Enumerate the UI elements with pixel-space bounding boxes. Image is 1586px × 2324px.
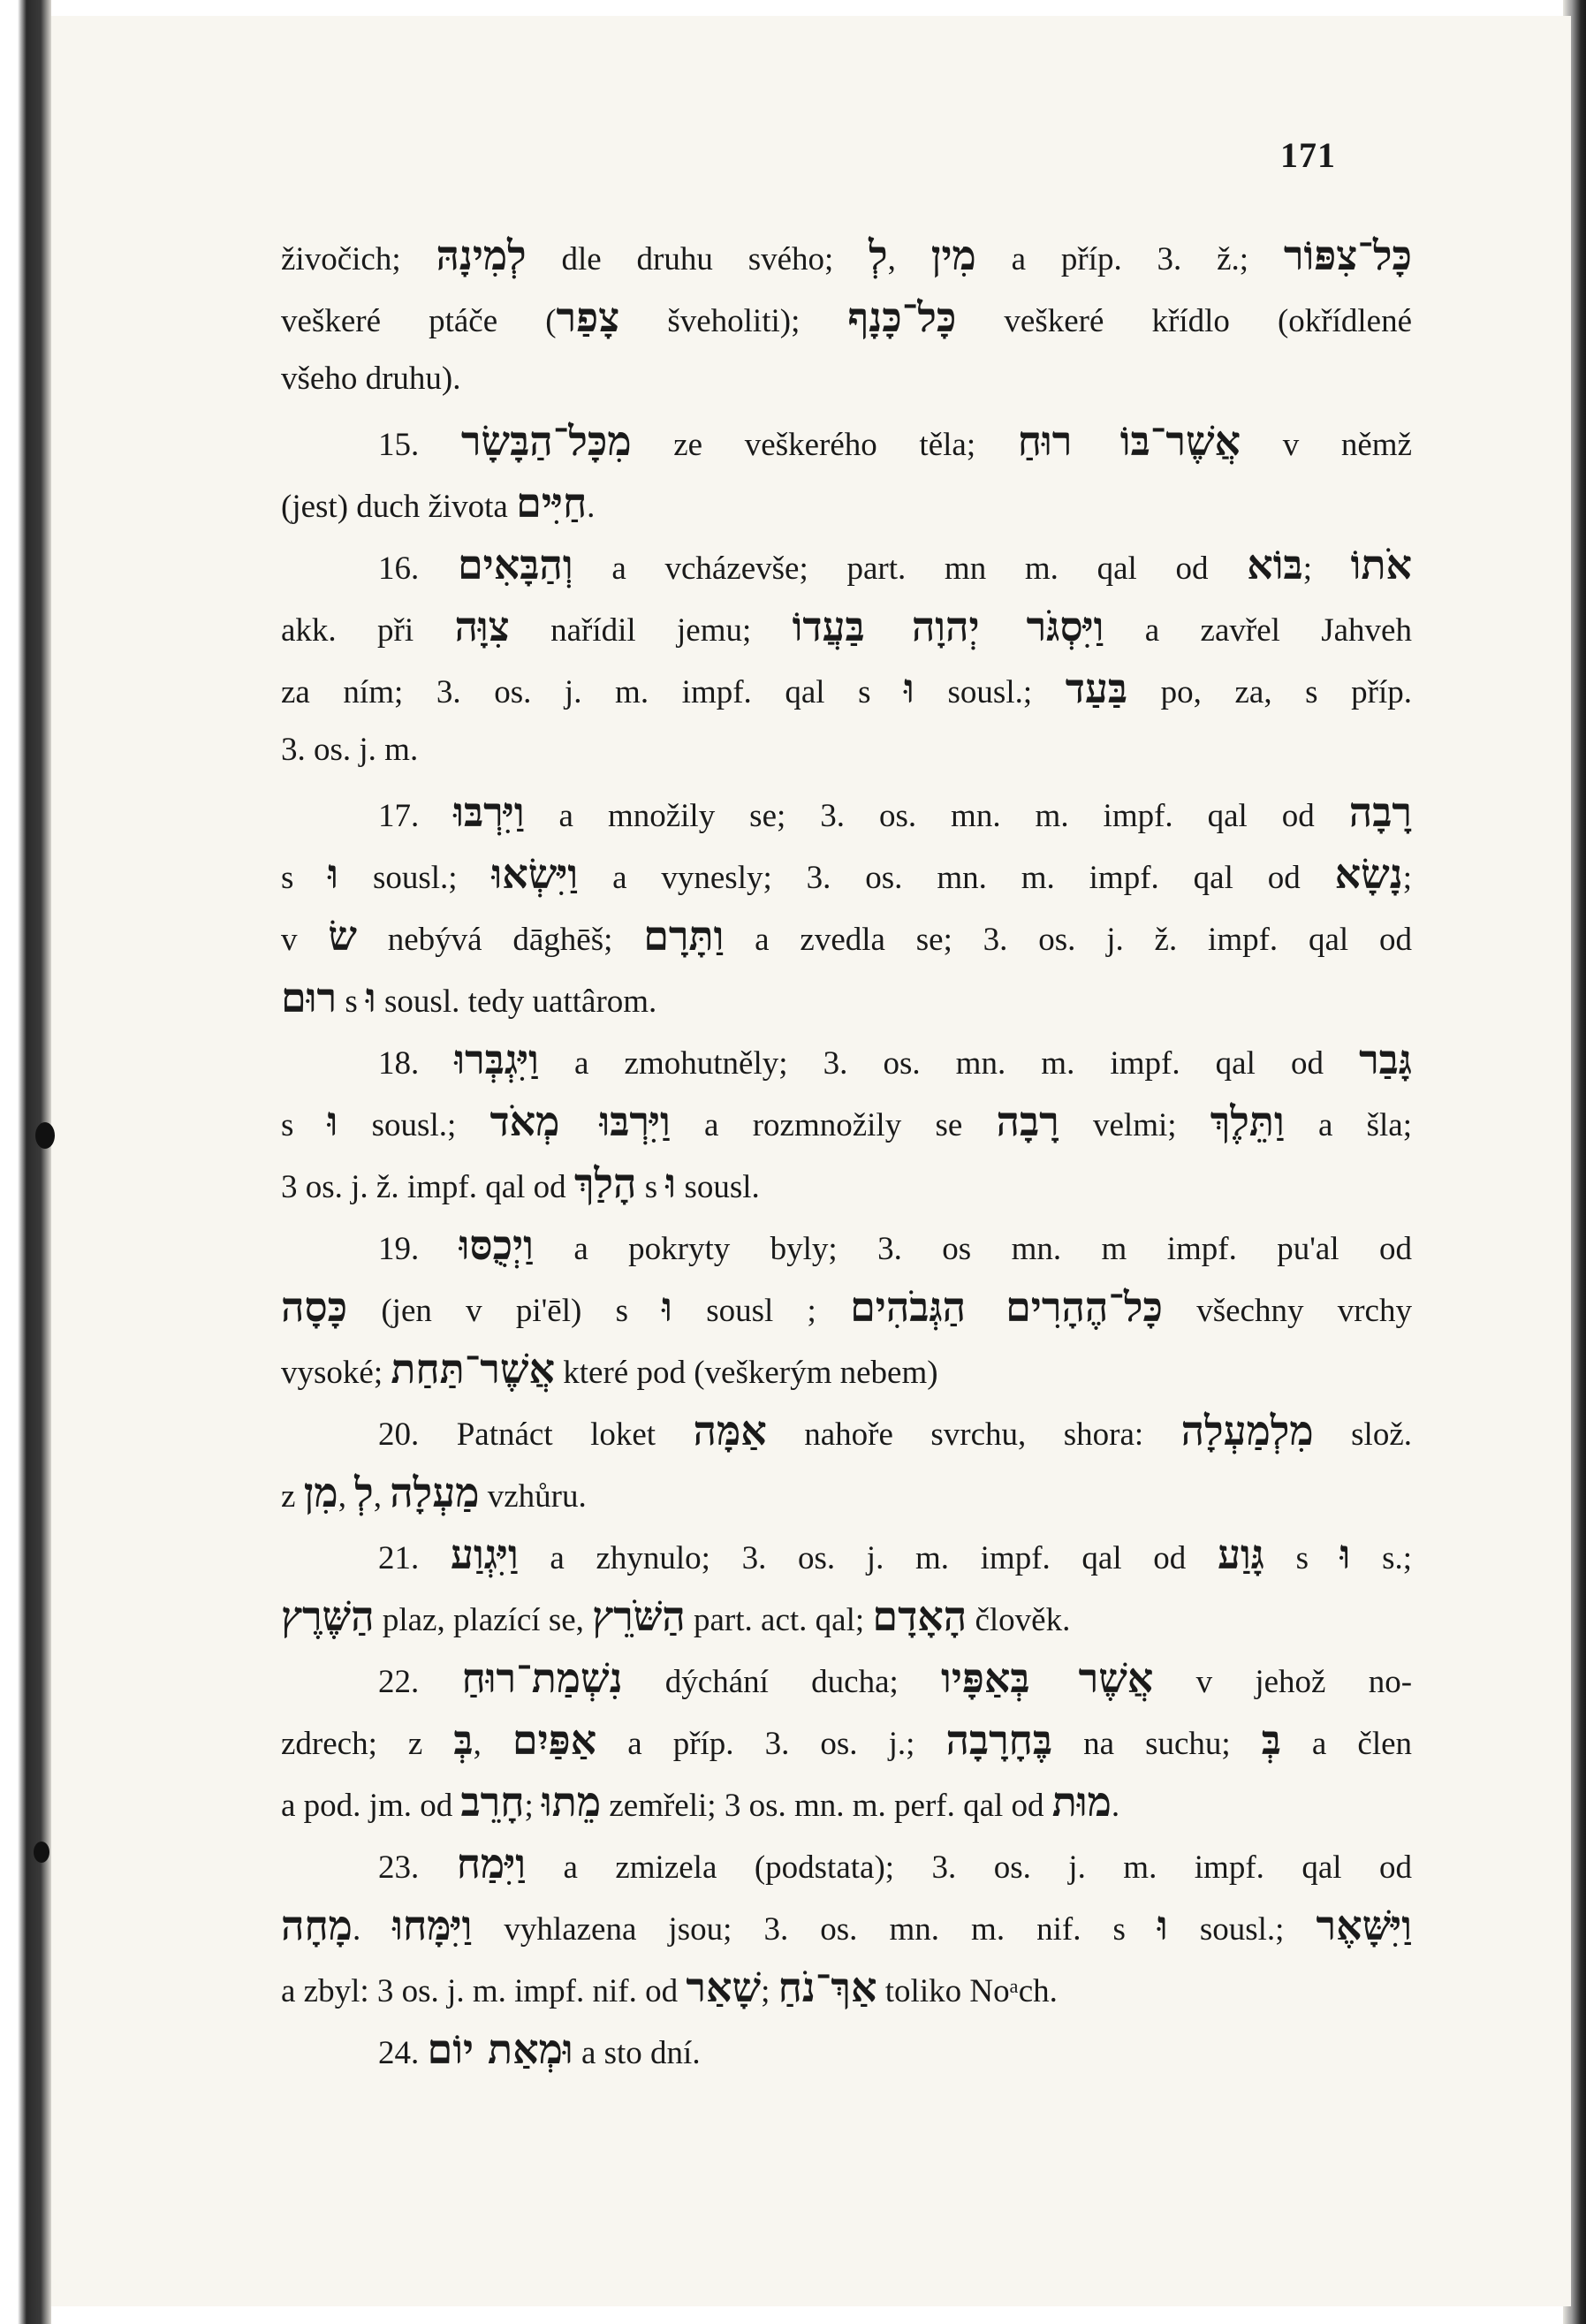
czech-text: a šla; [1284, 1107, 1412, 1143]
czech-text: veškeré ptáče ( [281, 303, 557, 339]
czech-text: dýchání ducha; [622, 1664, 942, 1700]
czech-text: všeho druhu). [281, 361, 461, 397]
hebrew-word: וּ [1339, 1530, 1351, 1578]
hebrew-word: וַיִּמַח [456, 1840, 527, 1887]
hebrew-word: נָשָׂא [1334, 850, 1403, 898]
hebrew-word: הָאָדָם [872, 1592, 968, 1640]
hebrew-word: בְּ [1261, 1716, 1281, 1764]
czech-text: zemřeli; 3 os. mn. m. perf. qal od [601, 1788, 1052, 1824]
czech-text: 22. [378, 1664, 462, 1700]
czech-text: a vcházevše; part. mn m. qal od [573, 551, 1248, 587]
czech-text: nařídil jemu; [509, 612, 793, 649]
hebrew-word: הַשֹּׁרֵץ [592, 1592, 686, 1640]
hebrew-word: בּוֹא [1247, 541, 1303, 589]
hebrew-word: וּ [327, 1097, 338, 1145]
czech-text: a příp. 3. ž.; [975, 241, 1284, 277]
hebrew-word: מֵתוּ [542, 1778, 602, 1826]
text-line [281, 1771, 1412, 1833]
czech-text: člověk. [967, 1602, 1071, 1638]
czech-text: 24. [378, 2035, 428, 2071]
text-line [281, 1709, 1412, 1771]
text-line [281, 286, 1412, 348]
czech-text: 20. Patnáct loket [378, 1416, 694, 1453]
czech-text: a pokryty byly; 3. os mn. m impf. pu'al od [533, 1231, 1412, 1267]
hebrew-word: אֲשֶׁר בְּאַפָּיו [941, 1654, 1154, 1702]
czech-text: (jest) duch života [281, 489, 517, 525]
hebrew-word: בַּעַד [1065, 665, 1128, 712]
page-number: 171 [1280, 135, 1336, 175]
hebrew-word: מוּת [1051, 1778, 1112, 1826]
czech-text: a zvedla se; 3. os. j. ž. impf. qal od [724, 922, 1412, 958]
text-line [281, 596, 1412, 657]
hebrew-word: וּ [665, 1159, 677, 1207]
hebrew-word: וַיִּרְבּוּ מְאֹד [489, 1097, 671, 1145]
binding-mark [35, 1122, 55, 1149]
text-line [281, 781, 1412, 843]
czech-text: a množily se; 3. os. mn. m. impf. qal od [524, 798, 1349, 834]
czech-text: 21. [378, 1540, 451, 1576]
text-line [281, 1895, 1412, 1956]
hebrew-word: שׂ [328, 912, 357, 960]
hebrew-word: הָלַךְ [573, 1159, 637, 1207]
czech-text: a příp. 3. os. j.; [596, 1726, 946, 1762]
czech-text: po, za, s příp. [1127, 674, 1412, 710]
hebrew-word: אַךְ־נֹחַ [778, 1963, 877, 2011]
czech-text: , [887, 241, 931, 277]
hebrew-word: אַמָּה [693, 1407, 767, 1454]
hebrew-word: לְ [354, 1469, 374, 1516]
hebrew-word: בֶּחָרָבָה [945, 1716, 1053, 1764]
hebrew-word: וּ [1157, 1902, 1168, 1949]
czech-text: 18. [378, 1045, 455, 1082]
text-line [281, 348, 1412, 410]
hebrew-word: חַיִּים [516, 479, 588, 527]
czech-text: které pod (veškerým nebem) [555, 1355, 938, 1391]
czech-text: v němž [1241, 427, 1412, 463]
czech-text: vyhlazena jsou; 3. os. mn. m. nif. s [472, 1911, 1157, 1948]
czech-text: part. act. qal; [685, 1602, 873, 1638]
hebrew-word: צִוָּה [454, 603, 510, 650]
czech-text: 15. [378, 427, 461, 463]
hebrew-word: וַתָּרָם [643, 912, 725, 960]
czech-text: ; [1402, 860, 1412, 896]
hebrew-word: אֲשֶׁר־תַּחַת [391, 1345, 555, 1393]
hebrew-word: רוּם [281, 974, 338, 1021]
hebrew-word: אֲשֶׁר־בּוֹ רוּחַ [1017, 417, 1241, 465]
czech-text: a zavřel Jahveh [1104, 612, 1412, 649]
czech-text: 17. [378, 798, 454, 834]
hebrew-word: מִן [303, 1469, 338, 1516]
text-line [281, 410, 1412, 472]
hebrew-word: נִשְׁמַת־רוּחַ [461, 1654, 623, 1702]
hebrew-word: כָּל־כָּנָף [847, 293, 957, 341]
czech-text: a zmohutněly; 3. os. mn. m. impf. qal od [538, 1045, 1360, 1082]
book-binding-left [0, 0, 51, 2324]
hebrew-word: גָּוַע [1217, 1530, 1264, 1578]
hebrew-word: מִין [930, 232, 976, 279]
page-text [281, 224, 1412, 2080]
hebrew-word: כָּל־הֶהָרִים הַגְּבֹהִים [850, 1283, 1163, 1331]
page [51, 16, 1571, 2306]
hebrew-word: וּ [328, 850, 339, 898]
czech-text: ; [761, 1973, 778, 2009]
czech-text: s [1263, 1540, 1340, 1576]
text-line [281, 1214, 1412, 1276]
text-line [281, 1833, 1412, 1895]
hebrew-word: מַעְלָה [390, 1469, 480, 1516]
czech-text: , [373, 1478, 391, 1515]
czech-text: 16. [378, 551, 458, 587]
czech-text: sousl.; [1167, 1911, 1317, 1948]
czech-text: v jehož no- [1153, 1664, 1413, 1700]
hebrew-word: כָּל־צִפּוֹר [1283, 232, 1413, 279]
czech-text: (jen v pi'ēl) s [347, 1293, 663, 1329]
czech-text: za ním; 3. os. j. m. impf. qal s [281, 674, 905, 710]
hebrew-word: בְּ [453, 1716, 474, 1764]
hebrew-word: אֹתוֹ [1350, 541, 1413, 589]
czech-text: 3 os. j. ž. impf. qal od [281, 1169, 574, 1205]
text-line [281, 1029, 1412, 1090]
czech-text: sousl.; [914, 674, 1066, 710]
text-line [281, 1400, 1412, 1462]
hebrew-word: לְמִינָהּ [436, 232, 527, 279]
czech-text: a zmizela (podstata); 3. os. j. m. impf. qal od [526, 1849, 1413, 1886]
czech-text: 23. [378, 1849, 457, 1886]
czech-text: . [1111, 1788, 1120, 1824]
text-line [281, 1585, 1412, 1647]
text-line [281, 224, 1412, 286]
hebrew-word: וַיִּגְבְּרוּ [454, 1036, 539, 1083]
czech-text: vysoké; [281, 1355, 391, 1391]
czech-text: živočich; [281, 241, 436, 277]
czech-text: s [636, 1169, 666, 1205]
czech-text: s.; [1350, 1540, 1413, 1576]
text-line [281, 534, 1412, 596]
czech-text: akk. při [281, 612, 455, 649]
text-line [281, 1152, 1412, 1214]
hebrew-word: כָּסָה [281, 1283, 348, 1331]
text-line [281, 472, 1412, 534]
czech-text: sousl ; [672, 1293, 851, 1329]
text-line [281, 1276, 1412, 1338]
hebrew-word: רָבָה [1348, 788, 1413, 836]
text-line [281, 1338, 1412, 1400]
czech-text: ; [1302, 551, 1351, 587]
hebrew-word: שָׁאַר [686, 1963, 762, 2011]
czech-text: a zbyl: 3 os. j. m. impf. nif. od [281, 1973, 687, 2009]
hebrew-word: וַתֵּלֶךְ [1210, 1097, 1285, 1145]
czech-text: nahoře svrchu, shora: [766, 1416, 1181, 1453]
czech-text: v [281, 922, 329, 958]
hebrew-word: וּ [662, 1283, 672, 1331]
hebrew-word: מִכָּל־הַבָּשָׂר [460, 417, 632, 465]
hebrew-word: רָבָה [996, 1097, 1059, 1145]
czech-text: a vynesly; 3. os. mn. m. impf. qal od [578, 860, 1335, 896]
hebrew-word: וַיִּשָּׁאֶר [1316, 1902, 1413, 1949]
hebrew-word: וַיִּשְׂאוּ [491, 850, 579, 898]
czech-text: plaz, plazící se, [374, 1602, 593, 1638]
text-line [281, 1523, 1412, 1585]
hebrew-word: גָּבַר [1359, 1036, 1413, 1083]
czech-text: vzhůru. [479, 1478, 587, 1515]
text-line [281, 657, 1412, 719]
text-line [281, 2018, 1412, 2080]
text-line [281, 719, 1412, 781]
hebrew-word: הַשֶּׁרֶץ [281, 1592, 375, 1640]
text-line [281, 905, 1412, 967]
binding-mark [34, 1842, 49, 1863]
text-line [281, 967, 1412, 1029]
hebrew-word: וַיִּרְבּוּ [453, 788, 525, 836]
czech-text: sousl. tedy uattârom. [376, 984, 657, 1020]
hebrew-word: חָרֵב [460, 1778, 525, 1826]
czech-text: a člen [1280, 1726, 1413, 1762]
czech-text: šveholiti); [619, 303, 848, 339]
czech-text: sousl. [676, 1169, 760, 1205]
hebrew-word: אַפַּיִם [512, 1716, 597, 1764]
hebrew-word: וּ [904, 665, 914, 712]
czech-text: nebývá dāghēš; [356, 922, 644, 958]
hebrew-word: וּמְאַת יוֹם [427, 2025, 573, 2073]
czech-text: . [352, 1911, 393, 1948]
czech-text: ze veškerého těla; [631, 427, 1018, 463]
hebrew-word: מִלְמַעְלָה [1180, 1407, 1314, 1454]
hebrew-word: וַיִּגְוַע [450, 1530, 519, 1578]
czech-text: s [281, 1107, 328, 1143]
czech-text: veškeré křídlo (okřídlené [956, 303, 1412, 339]
czech-text: z [281, 1478, 304, 1515]
hebrew-word: וַיִּסְגֹּר יְהוָה בַּעֲדוֹ [792, 603, 1104, 650]
czech-text: slož. [1313, 1416, 1412, 1453]
czech-text: a rozmnožily se [670, 1107, 997, 1143]
czech-text: a zhynulo; 3. os. j. m. impf. qal od [518, 1540, 1218, 1576]
hebrew-word: וְהַבָּאִים [457, 541, 573, 589]
czech-text: a sto dní. [573, 2035, 701, 2071]
czech-text: sousl.; [338, 860, 492, 896]
czech-text: velmi; [1059, 1107, 1210, 1143]
hebrew-word: וּ [365, 974, 376, 1021]
czech-text: s [337, 984, 366, 1020]
hebrew-word: וַיִּמָּחוּ [392, 1902, 473, 1949]
hebrew-word: צָפַר [556, 293, 620, 341]
czech-text: dle druhu svého; [526, 241, 869, 277]
czech-text: sousl.; [338, 1107, 490, 1143]
text-line [281, 1956, 1412, 2018]
czech-text: a pod. jm. od [281, 1788, 461, 1824]
text-line [281, 843, 1412, 905]
hebrew-word: מָחָה [281, 1902, 353, 1949]
czech-text: na suchu; [1052, 1726, 1262, 1762]
czech-text: s [281, 860, 329, 896]
text-line [281, 1462, 1412, 1523]
czech-text: všechny vrchy [1163, 1293, 1412, 1329]
czech-text: , [473, 1726, 512, 1762]
czech-text: ; [524, 1788, 543, 1824]
text-line [281, 1647, 1412, 1709]
czech-text: zdrech; z [281, 1726, 454, 1762]
hebrew-word: וַיְכֻסּוּ [459, 1221, 534, 1269]
czech-text: toliko Noᵃch. [876, 1973, 1058, 2009]
czech-text: 3. os. j. m. [281, 732, 419, 768]
text-line [281, 1090, 1412, 1152]
czech-text: . [587, 489, 596, 525]
hebrew-word: לְ [869, 232, 888, 279]
czech-text: 19. [378, 1231, 459, 1267]
czech-text: , [338, 1478, 355, 1515]
